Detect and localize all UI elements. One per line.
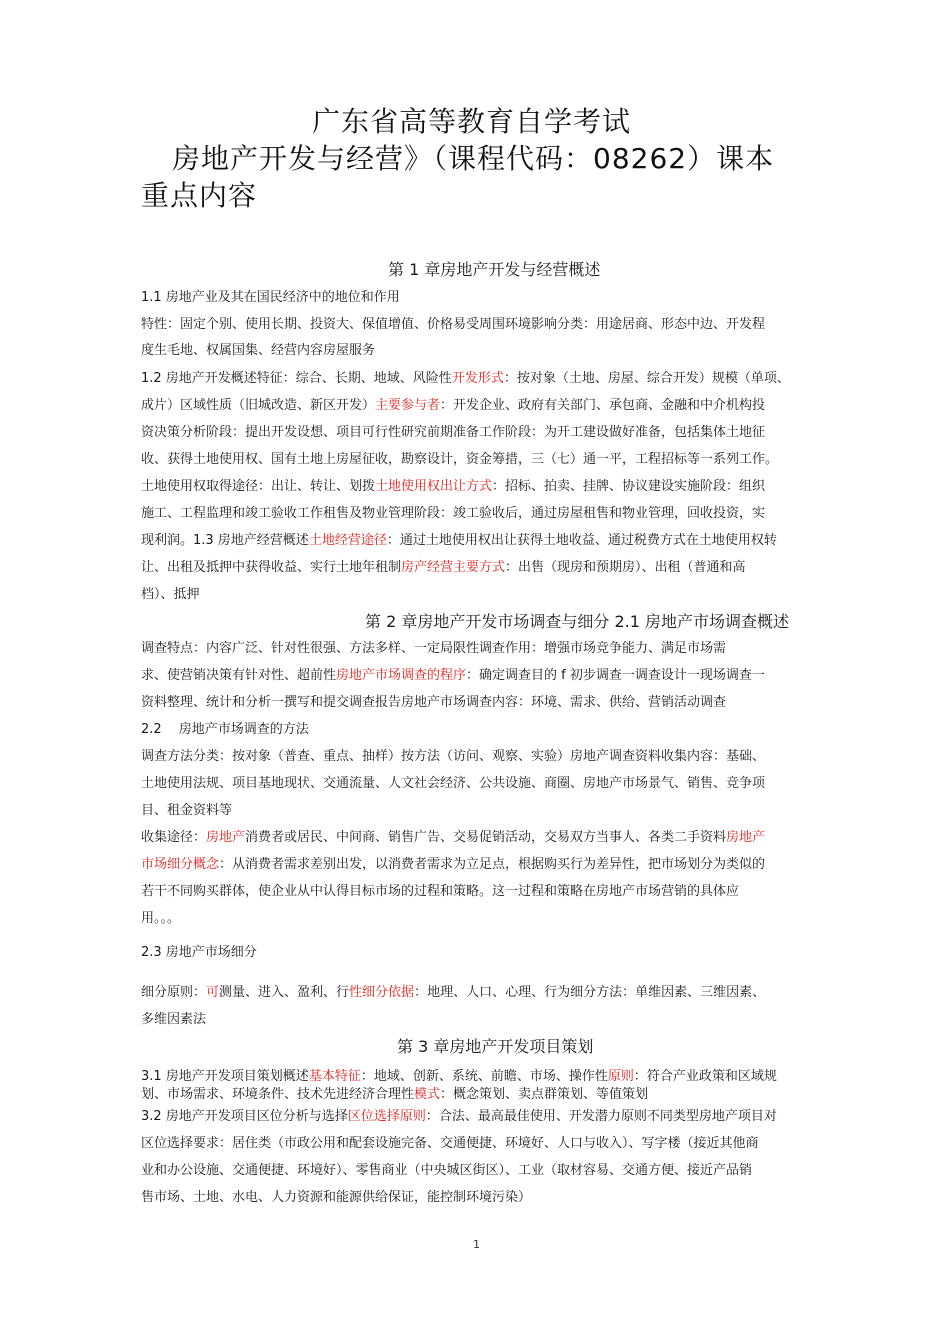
text-span: ：确定调查目的 f 初步调查一调查设计一现场调查一 <box>466 668 765 683</box>
text-span: ：概念策划、卖点群策划、等值策划 <box>440 1087 649 1102</box>
text-span: 让、出租及抵押中获得收益、实行土地年租制 <box>141 560 402 575</box>
text-span: 3.2 房地产开发项目区位分析与选择 <box>141 1109 348 1124</box>
paragraph-line <box>141 558 746 578</box>
text-span: ：符合产业政策和区域规 <box>633 1069 777 1084</box>
title-line-3: 重点内容 <box>141 179 258 212</box>
highlight-term: 房产经营主要方式 <box>401 560 506 575</box>
highlight-term: 土地经营途径 <box>308 533 387 548</box>
text-span: 划、市场需求、环境条件、技术先进经济合理性 <box>141 1087 415 1102</box>
text-span: 3.1 房地产开发项目策划概述 <box>141 1069 309 1084</box>
paragraph-line: 档）、抵押 <box>141 587 200 602</box>
paragraph-line <box>141 531 777 551</box>
text-span: ：出售（现房和预期房）、出租（普通和高 <box>505 560 746 575</box>
paragraph-line <box>141 828 765 848</box>
highlight-term: 性细分依据 <box>349 985 415 1000</box>
text-span: 收集途径： <box>141 830 207 845</box>
paragraph-line: 度生毛地、权属国集、经营内容房屋服务 <box>141 343 376 358</box>
paragraph-line <box>141 396 765 416</box>
paragraph-line <box>141 666 765 686</box>
paragraph-line: 区位选择要求：居住类（市政公用和配套设施完备、交通便捷、环境好、人口与收入）、写字楼（接近其他商 <box>141 1136 759 1151</box>
text-span: 消费者或居民、中间商、销售广告、交易促销活动，交易双方当事人、各类二手资料 <box>245 830 727 845</box>
chapter-2-heading: 第 2 章房地产开发市场调查与细分 2.1 房地产市场调查概述 <box>365 612 789 631</box>
text-span: 成片）区域性质（旧城改造、新区开发） <box>141 398 376 413</box>
paragraph-line <box>141 855 765 875</box>
paragraph-line: 资料整理、统计和分析一撰写和提交调查报告房地产市场调查内容：环境、需求、供给、营销活动调查 <box>141 695 727 710</box>
text-span: ：从消费者需求差别出发，以消费者需求为立足点，根据购买行为差异性，把市场划分为类似的 <box>219 857 766 872</box>
section-1-1-heading: 1.1 房地产业及其在国民经济中的地位和作用 <box>141 290 400 305</box>
text-span: 细分原则： <box>141 985 207 1000</box>
text-span: 土地使用权取得途径：出让、转让、划拨 <box>141 479 376 494</box>
text-span: ：开发企业、政府有关部门、承包商、金融和中介机构投 <box>440 398 766 413</box>
highlight-term: 基本特征 <box>308 1069 361 1084</box>
page-number: 1 <box>473 1238 480 1251</box>
paragraph-line: 目、租金资料等 <box>141 803 233 818</box>
paragraph-line <box>141 1067 777 1087</box>
paragraph-line <box>141 477 765 497</box>
paragraph-line: 调查方法分类：按对象（普查、重点、抽样）按方法（访问、观察、实验）房地产调查资料收集内容：基础、 <box>141 749 766 764</box>
paragraph-line <box>141 1085 648 1105</box>
paragraph-line: 若干不同购买群体，使企业从中认得目标市场的过程和策略。这一过程和策略在房地产市场营销的具体应 <box>141 884 740 899</box>
highlight-term: 原则 <box>607 1069 634 1084</box>
highlight-term: 开发形式 <box>451 371 504 386</box>
paragraph-line: 施工、工程监理和竣工验收工作租售及物业管理阶段：竣工验收后，通过房屋租售和物业管理，回收投资，实 <box>141 506 766 521</box>
paragraph-line: 用。。。 <box>141 911 181 926</box>
highlight-term: 土地使用权出让方式 <box>375 479 493 494</box>
chapter-3-heading: 第 3 章房地产开发项目策划 <box>397 1037 594 1056</box>
title-line-1: 广东省高等教育自学考试 <box>312 105 632 138</box>
text-span: ：合法、最高最佳使用、开发潜力原则不同类型房地产项目对 <box>425 1109 777 1124</box>
highlight-term: 房地产 <box>726 830 766 845</box>
paragraph-line: 土地使用法规、项目基地现状、交通流量、人文社会经济、公共设施、商圈、房地产市场景气、销售、竞争项 <box>141 776 766 791</box>
highlight-term: 市场细分概念 <box>141 857 220 872</box>
highlight-term: 可 <box>206 985 220 1000</box>
text-span: ：地域、创新、系统、前瞻、市场、操作性 <box>360 1069 608 1084</box>
paragraph-line: 收、获得土地使用权、国有土地上房屋征收，勘察设计，资金筹措，三（七）通一平，工程招标等一系列工作。 <box>141 452 779 467</box>
text-span: 现利润。1.3 房地产经营概述 <box>141 533 309 548</box>
highlight-term: 模式 <box>414 1087 441 1102</box>
text-span: ：地理、人口、心理、行为细分方法：单维因素、三维因素、 <box>414 985 766 1000</box>
paragraph-line: 业和办公设施、交通便捷、环境好）、零售商业（中央城区街区）、工业（取材容易、交通方便、接近产品销 <box>141 1163 753 1178</box>
text-span: ：通过土地使用权出让获得土地收益、通过税费方式在土地使用权转 <box>386 533 777 548</box>
highlight-term: 主要参与者 <box>375 398 441 413</box>
text-span: ：招标、拍卖、挂牌、协议建设实施阶段：组织 <box>492 479 766 494</box>
highlight-term: 区位选择原则 <box>347 1109 426 1124</box>
paragraph-line <box>141 1107 777 1127</box>
text-span: ：按对象（土地、房屋、综合开发）规模（单项、 <box>503 371 790 386</box>
text-span: 1.2 房地产开发概述特征：综合、长期、地域、风险性 <box>141 371 452 386</box>
paragraph-line: 特性：固定个别、使用长期、投资大、保值增值、价格易受周围环境影响分类：用途居商、形态中边、开发程 <box>141 317 766 332</box>
text-span: 测量、进入、盈利、行 <box>219 985 350 1000</box>
paragraph-line: 多维因素法 <box>141 1012 207 1027</box>
paragraph-line <box>141 369 790 389</box>
paragraph-line: 售市场、土地、水电、人力资源和能源供给保证，能控制环境污染） <box>141 1190 532 1205</box>
title-line-2: 房地产开发与经营》（课程代码：08262）课本 <box>172 142 775 175</box>
section-2-2-heading: 2.2 房地产市场调查的方法 <box>141 722 309 737</box>
highlight-term: 房地产 <box>206 830 246 845</box>
paragraph-line <box>141 983 765 1003</box>
paragraph-line: 资决策分析阶段：提出开发设想、项目可行性研究前期准备工作阶段：为开工建设做好准备，包括集体土地征 <box>141 425 766 440</box>
paragraph-line: 调查特点：内容广泛、针对性很强、方法多样、一定局限性调查作用：增强市场竞争能力、满足市场需 <box>141 641 727 656</box>
chapter-1-heading: 第 1 章房地产开发与经营概述 <box>388 260 601 279</box>
text-span: 求、使营销决策有针对性、超前性 <box>141 668 337 683</box>
section-2-3-heading: 2.3 房地产市场细分 <box>141 945 257 960</box>
highlight-term: 房地产市场调查的程序 <box>336 668 467 683</box>
